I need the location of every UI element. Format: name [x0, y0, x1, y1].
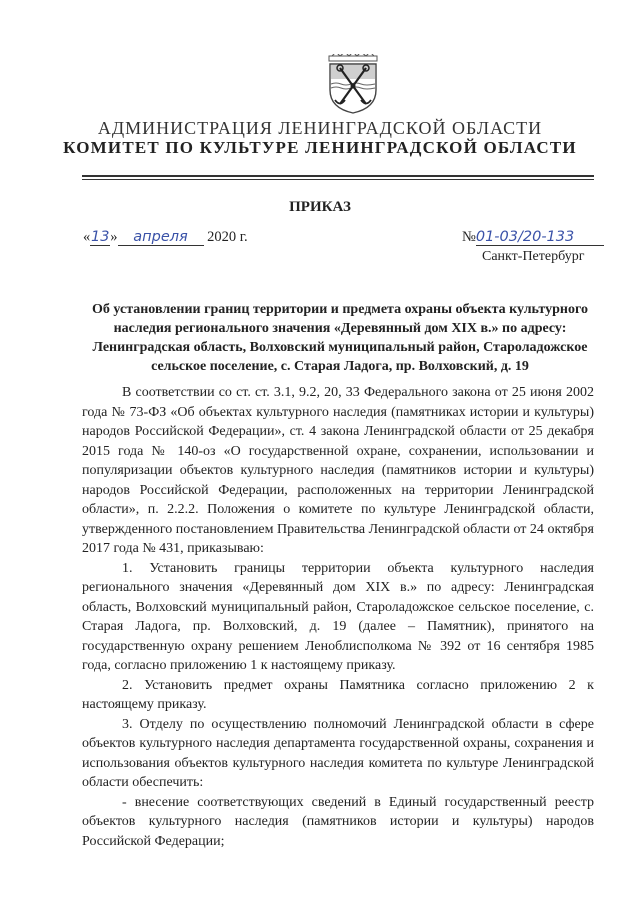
paragraph-item-2: 2. Установить предмет охраны Памятника согласно приложению 2 к настоящему приказу. [82, 677, 594, 712]
date-month: апреля [118, 229, 204, 246]
paragraph-preamble: В соответствии со ст. ст. 3.1, 9.2, 20, 33 Федерального закона от 25 июня 2002 года № 73-ФЗ «Об объектах культурного наследия (памятниках истории и культуры) народов Российской Федерации», ст. 4 закона Ленинградской области от 25 декабря 2015 года № 140-оз «О государственной охране, сохранении, использовании и популяризации объектов культурного наследия (памятников истории и культуры) народов Российской Федерации, расположенных на территории Ленинградской области», п. 2.2.2. Положения о комитете по культуре Ленинградской области, утвержденного постановлением Правительства Ленинградской области от 24 октября 2017 года № 431, приказываю: [82, 385, 594, 556]
number-prefix: № [462, 229, 476, 245]
date-year: 2020 г. [207, 229, 248, 245]
number-value: 01-03/20-133 [476, 229, 604, 246]
coat-of-arms-emblem [328, 54, 378, 114]
paragraph-item-3-sub: - внесение соответствующих сведений в Единый государственный реестр объектов культурного наследия (памятников истории и культуры) народов Российской Федерации; [82, 794, 594, 849]
document-date [83, 229, 248, 246]
date-open-quote: « [83, 229, 91, 245]
document-subject: Об установлении границ территории и предмета охраны объекта культурного наследия регионального значения «Деревянный дом XIX в.» по адресу: Ленинградская область, Волховский муниципальный район, Староладожское сельское поселение, с. Старая Ладога, пр. Волховский, д. 19 [92, 302, 588, 374]
date-close-quote: » [110, 229, 118, 245]
header-divider-thin [82, 179, 594, 180]
committee-name: КОМИТЕТ ПО КУЛЬТУРЕ ЛЕНИНГРАДСКОЙ ОБЛАСТИ [63, 138, 577, 157]
header-divider-thick [82, 175, 594, 177]
paragraph-item-1: 1. Установить границы территории объекта культурного наследия регионального значения «Деревянный дом XIX в.» по адресу: Ленинградская область, Волховский муниципальный район, Староладожское сельское поселение, с. Старая Ладога, пр. Волховский, д. 19 (далее – Памятник), принятого на государственную охрану решением Леноблисполкома № 392 от 16 сентября 1985 года, согласно приложению 1 к настоящему приказу. [82, 560, 594, 673]
document-number [462, 229, 604, 246]
paragraph-item-3: 3. Отделу по осуществлению полномочий Ленинградской области в сфере объектов культурного наследия департамента государственной охраны, сохранения и использования объектов культурного наследия комитета по культуре Ленинградской области обеспечить: [82, 716, 594, 790]
organization-name: АДМИНИСТРАЦИЯ ЛЕНИНГРАДСКОЙ ОБЛАСТИ [97, 118, 543, 138]
document-body [82, 383, 594, 851]
date-day: 13 [91, 229, 110, 245]
document-city: Санкт-Петербург [482, 249, 585, 264]
document-title: ПРИКАЗ [289, 199, 351, 215]
